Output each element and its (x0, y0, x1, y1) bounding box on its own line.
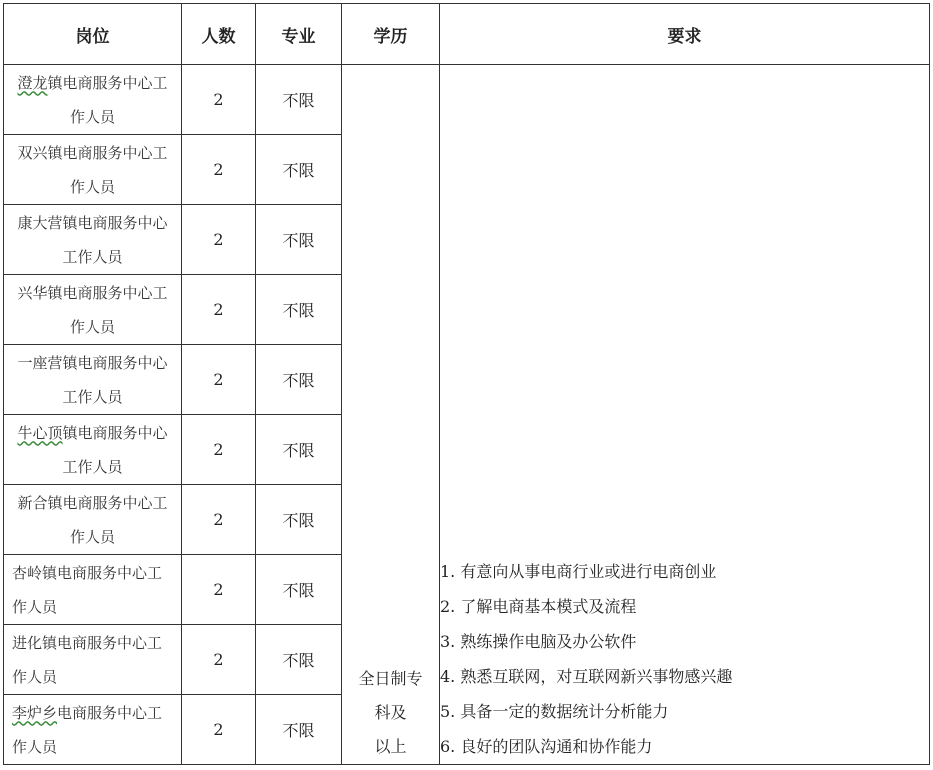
requirement-item: 5. 具备一定的数据统计分析能力 (440, 702, 669, 721)
position-cell (4, 65, 182, 135)
header-row (4, 4, 930, 65)
position-name-cont: 工作人员 (62, 457, 123, 476)
count-cell: 2 (182, 205, 256, 275)
position-name-cont: 作人员 (69, 527, 115, 546)
count-cell: 2 (182, 415, 256, 485)
major-cell: 不限 (256, 205, 342, 275)
requirement-item: 2. 了解电商基本模式及流程 (440, 597, 637, 616)
header-major: 专业 (256, 4, 342, 65)
position-cell (4, 205, 182, 275)
position-name: 新合镇电商服务中心工 (17, 493, 168, 512)
position-name-cont: 作人员 (69, 177, 115, 196)
position-name-cont: 作人员 (69, 317, 115, 336)
count-cell: 2 (182, 555, 256, 625)
position-name: 康大营镇电商服务中心 (17, 213, 168, 232)
count-cell: 2 (182, 135, 256, 205)
education-line: 全日制专 (358, 669, 423, 688)
education-line: 科及 (374, 703, 407, 722)
major-cell: 不限 (256, 695, 342, 765)
position-cell (4, 625, 182, 695)
major-cell: 不限 (256, 275, 342, 345)
requirements-cell (440, 65, 930, 765)
position-name: 进化镇电商服务中心工 (12, 633, 163, 652)
requirement-item: 1. 有意向从事电商行业或进行电商创业 (440, 562, 717, 581)
count-cell: 2 (182, 695, 256, 765)
position-name-cont: 作人员 (12, 737, 58, 756)
position-name-cont: 作人员 (69, 107, 115, 126)
position-cell (4, 695, 182, 765)
count-cell: 2 (182, 625, 256, 695)
position-cell (4, 345, 182, 415)
position-cell (4, 275, 182, 345)
major-cell: 不限 (256, 555, 342, 625)
count-cell: 2 (182, 485, 256, 555)
position-cell (4, 135, 182, 205)
position-name: 镇电商服务中心工 (47, 73, 168, 92)
position-cell (4, 485, 182, 555)
table-row (4, 65, 930, 135)
position-name: 杏岭镇电商服务中心工 (12, 563, 163, 582)
count-cell: 2 (182, 275, 256, 345)
position-name-cont: 工作人员 (62, 387, 123, 406)
header-education: 学历 (342, 4, 440, 65)
major-cell: 不限 (256, 625, 342, 695)
position-name-marked: 李炉乡 (12, 703, 58, 722)
count-cell: 2 (182, 345, 256, 415)
education-line: 以上 (374, 737, 407, 756)
major-cell: 不限 (256, 485, 342, 555)
major-cell: 不限 (256, 135, 342, 205)
education-cell (342, 65, 440, 765)
position-name: 双兴镇电商服务中心工 (17, 143, 168, 162)
job-table (3, 3, 930, 765)
position-name: 兴华镇电商服务中心工 (17, 283, 168, 302)
requirement-item: 4. 熟悉互联网，对互联网新兴事物感兴趣 (440, 667, 733, 686)
position-name-cont: 作人员 (12, 597, 58, 616)
position-name-marked: 澄龙 (17, 73, 48, 92)
header-position: 岗位 (4, 4, 182, 65)
count-cell: 2 (182, 65, 256, 135)
position-name-marked: 牛心顶 (17, 423, 63, 442)
header-requirements: 要求 (440, 4, 930, 65)
major-cell: 不限 (256, 415, 342, 485)
major-cell: 不限 (256, 345, 342, 415)
major-cell: 不限 (256, 65, 342, 135)
position-cell (4, 415, 182, 485)
requirement-item: 3. 熟练操作电脑及办公软件 (440, 632, 637, 651)
position-cell (4, 555, 182, 625)
requirement-item: 6. 良好的团队沟通和协作能力 (440, 737, 653, 756)
header-count: 人数 (182, 4, 256, 65)
position-name: 电商服务中心工 (57, 703, 163, 722)
position-name-cont: 作人员 (12, 667, 58, 686)
position-name: 一座营镇电商服务中心 (17, 353, 168, 372)
position-name: 镇电商服务中心 (62, 423, 168, 442)
position-name-cont: 工作人员 (62, 247, 123, 266)
